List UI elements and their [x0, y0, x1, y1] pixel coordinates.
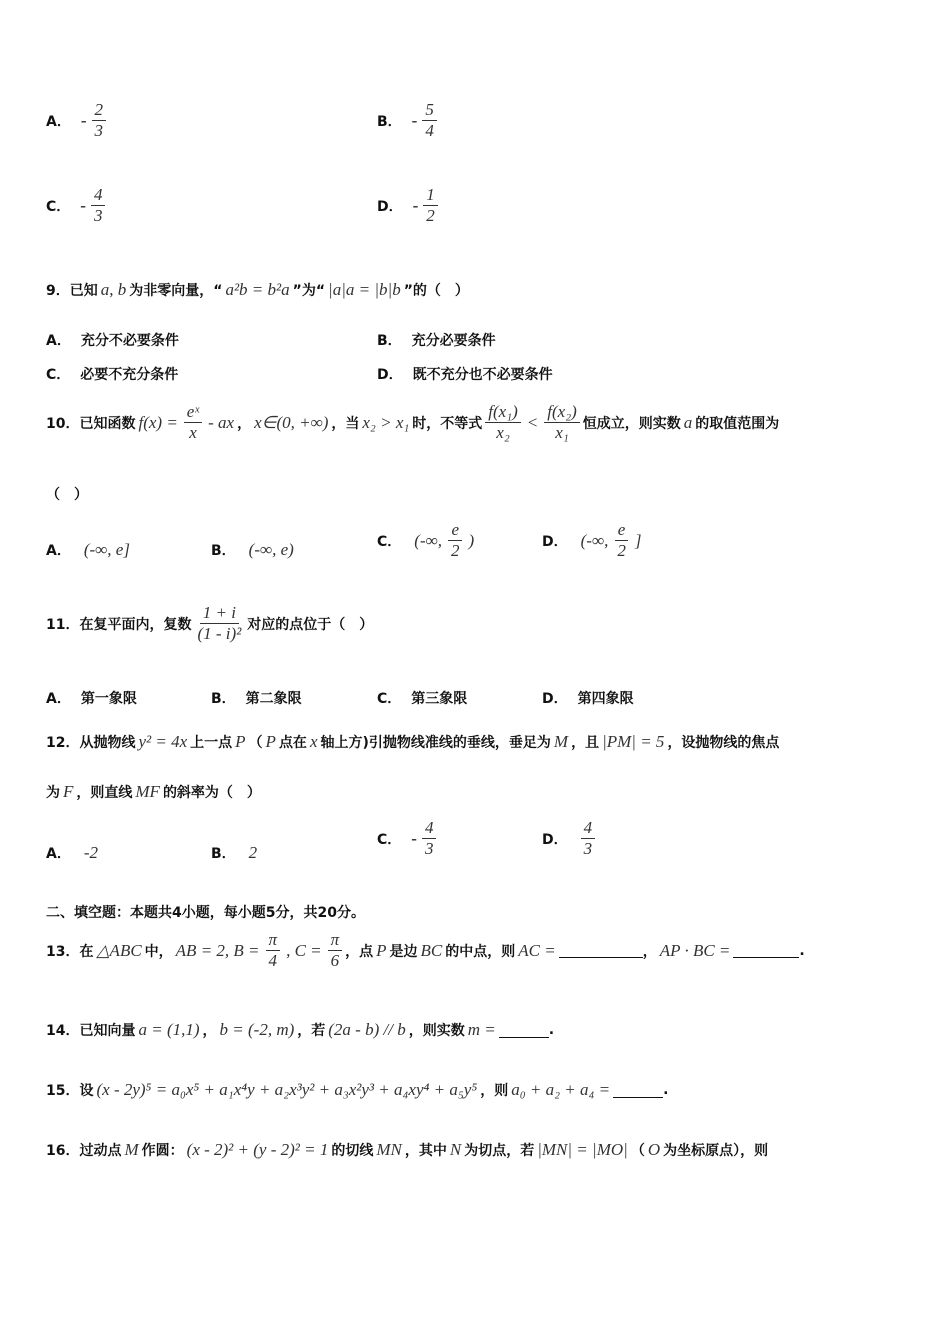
math: |PM| = 5	[602, 732, 665, 751]
option-label: C．	[377, 533, 402, 550]
q10-option-c[interactable]	[377, 520, 477, 561]
answer-blank[interactable]	[613, 1083, 663, 1098]
math: |MN| = |MO|	[537, 1140, 628, 1159]
option-label: D．	[377, 198, 403, 215]
question-number: 10．	[46, 415, 80, 432]
question-9	[46, 280, 469, 300]
option-label: C．	[46, 367, 71, 383]
text: ，当	[331, 415, 360, 432]
option-label: D．	[377, 367, 403, 383]
option-text: -2	[83, 843, 99, 862]
text: 是边	[389, 943, 418, 960]
fraction	[485, 402, 521, 443]
option-label: B．	[211, 691, 236, 707]
denominator: 4	[268, 951, 278, 970]
math: △ABC	[96, 940, 142, 960]
sign: -	[411, 828, 417, 848]
math: M	[553, 732, 569, 751]
math: |a|a = |b|b	[328, 280, 401, 299]
text: ，则	[480, 1083, 509, 1099]
denominator: 6	[330, 951, 340, 970]
q8-option-b[interactable]	[377, 100, 440, 141]
text: 的取值范围为	[695, 415, 780, 432]
math: (x - 2)² + (y - 2)² = 1	[186, 1140, 329, 1159]
question-12	[46, 732, 779, 752]
fraction	[328, 930, 343, 971]
q8-option-c[interactable]	[46, 185, 108, 226]
option-text: 第四象限	[577, 691, 634, 707]
option-label: A．	[46, 113, 71, 130]
question-11	[46, 603, 373, 644]
math: P	[265, 732, 276, 751]
math: )	[468, 530, 475, 550]
text: ，则实数	[408, 1023, 465, 1039]
option-label: D．	[542, 831, 568, 848]
fraction	[544, 402, 580, 443]
math: AC =	[518, 940, 556, 960]
math: a = (1,1)	[138, 1020, 200, 1039]
option-label: B．	[377, 333, 402, 349]
text: ，则直线	[76, 785, 133, 801]
text: ，且	[571, 735, 600, 751]
text: .	[548, 1022, 555, 1038]
math: (-∞,	[580, 530, 609, 550]
math: O	[647, 1140, 661, 1159]
text: ，	[642, 943, 657, 960]
option-text: 第二象限	[245, 691, 302, 707]
math: <	[526, 412, 539, 432]
option-label: C．	[46, 198, 71, 215]
question-number: 9．	[46, 283, 70, 299]
option-text: (-∞, e]	[83, 540, 130, 559]
text: （	[630, 1143, 645, 1159]
sign: -	[80, 195, 86, 215]
q10-option-b[interactable]	[211, 540, 297, 560]
math: a, b	[100, 280, 127, 299]
math: P	[376, 940, 387, 960]
numerator: e	[448, 520, 462, 541]
text: 已知向量	[79, 1023, 136, 1039]
math: N	[449, 1140, 462, 1159]
text: ”的（ ）	[403, 283, 469, 299]
text: 上一点	[190, 735, 233, 751]
text: 在	[79, 943, 94, 960]
numerator: 5	[422, 100, 437, 121]
sign: -	[80, 110, 87, 130]
text: ，其中	[404, 1143, 447, 1159]
math: a²b = b²a	[225, 280, 290, 299]
text: 在复平面内，复数	[79, 616, 192, 633]
math: m =	[467, 1020, 496, 1039]
math: x∈(0, +∞)	[254, 412, 329, 432]
numerator: π	[328, 930, 343, 951]
question-16	[46, 1140, 768, 1160]
section-heading: 二、填空题：本题共4小题，每小题5分，共20分。	[46, 905, 365, 921]
question-10	[46, 402, 779, 443]
fraction	[92, 100, 107, 141]
denominator: 3	[583, 839, 593, 858]
sign: -	[412, 195, 419, 215]
math: y² = 4x	[138, 732, 188, 751]
text: 的斜率为（ ）	[162, 785, 261, 801]
question-number: 15．	[46, 1083, 80, 1099]
question-15	[46, 1080, 668, 1100]
question-number: 12．	[46, 735, 80, 751]
text: 为	[46, 785, 60, 801]
option-label: B．	[211, 846, 236, 862]
q11-option-d[interactable]	[542, 688, 634, 708]
text: ”为“	[292, 283, 326, 299]
option-text: 第一象限	[80, 691, 137, 707]
fraction	[184, 402, 202, 443]
option-label: A．	[46, 846, 71, 862]
question-number: 13．	[46, 943, 80, 960]
option-text: 必要不充分条件	[80, 367, 179, 383]
denominator: 3	[94, 121, 104, 140]
denominator: 2	[426, 206, 435, 225]
math: ]	[634, 530, 642, 550]
math: (x - 2y)⁵ = a₀x⁵ + a₁x⁴y + a₂x³y² + a₃x²y³ + a₄xy⁴ + a₅y⁵	[96, 1080, 478, 1099]
text: 点在	[278, 735, 307, 751]
fraction	[614, 520, 629, 561]
option-text: 既不充分也不必要条件	[412, 367, 553, 383]
math: AB = 2, B =	[175, 940, 260, 960]
q12-option-c[interactable]	[377, 818, 439, 859]
q11-option-c[interactable]	[377, 688, 467, 708]
numerator: 4	[422, 818, 437, 839]
text: 时，不等式	[412, 415, 483, 432]
denominator: x₁	[555, 423, 569, 442]
text: 为坐标原点），则	[663, 1143, 769, 1159]
math: MF	[135, 782, 160, 801]
option-label: A．	[46, 543, 71, 559]
math: - ax	[208, 412, 235, 432]
fraction	[266, 930, 281, 971]
question-number: 16．	[46, 1143, 80, 1159]
option-text: 2	[248, 843, 258, 862]
option-label: A．	[46, 333, 71, 349]
math: (-∞,	[414, 530, 442, 550]
text: 已知函数	[79, 415, 136, 432]
option-label: B．	[377, 113, 402, 130]
math: M	[124, 1140, 139, 1159]
q12-option-a[interactable]	[46, 843, 101, 863]
q11-option-b[interactable]	[211, 688, 302, 708]
option-text: 第三象限	[411, 691, 468, 707]
q12-option-b[interactable]	[211, 843, 260, 863]
text: 从抛物线	[79, 735, 136, 751]
math: (2a - b) // b	[328, 1020, 406, 1039]
fraction	[422, 818, 437, 859]
denominator: 4	[425, 121, 434, 140]
text: （	[248, 735, 263, 751]
option-label: C．	[377, 691, 402, 707]
question-13	[46, 930, 805, 971]
math: x	[309, 732, 318, 751]
math: AP · BC =	[659, 940, 731, 960]
fraction	[194, 603, 244, 644]
fraction	[422, 100, 437, 141]
q10-answer-paren: （ ）	[46, 487, 88, 503]
text: 的中点，则	[445, 943, 516, 960]
text: 的切线	[331, 1143, 374, 1159]
text: ，若	[297, 1023, 326, 1039]
answer-blank[interactable]	[733, 943, 799, 958]
denominator: x	[189, 423, 197, 442]
text: 作圆：	[141, 1143, 184, 1159]
math: a₀ + a₂ + a₄ =	[511, 1080, 611, 1099]
math: BC	[420, 940, 443, 960]
option-label: B．	[211, 543, 236, 559]
math: , C =	[286, 940, 322, 960]
q12-option-d[interactable]	[542, 818, 598, 859]
math: f(x) =	[138, 412, 178, 432]
fraction	[423, 185, 438, 226]
sign: -	[411, 110, 418, 130]
math: F	[63, 782, 74, 801]
numerator: π	[266, 930, 281, 951]
q9-option-d[interactable]	[377, 364, 553, 384]
math: MN	[376, 1140, 402, 1159]
option-label: D．	[542, 533, 568, 550]
q10-option-a[interactable]	[46, 540, 133, 560]
text: .	[799, 942, 805, 959]
option-label: A．	[46, 691, 71, 707]
question-14	[46, 1020, 554, 1040]
fraction	[448, 520, 463, 561]
denominator: 3	[424, 839, 434, 858]
denominator: x₂	[496, 423, 510, 442]
math: x₂ > x₁	[362, 412, 410, 432]
math: P	[235, 732, 246, 751]
text: ，设抛物线的焦点	[667, 735, 780, 751]
denominator: 3	[93, 206, 103, 225]
option-text: 充分不必要条件	[80, 333, 179, 349]
numerator: eˣ	[184, 402, 202, 423]
text: 过动点	[79, 1143, 122, 1159]
option-label: C．	[377, 831, 402, 848]
q9-option-c[interactable]	[46, 364, 178, 384]
text: ，	[237, 415, 252, 432]
fraction	[91, 185, 106, 226]
question-number: 11．	[46, 616, 80, 633]
question-12-line-2	[46, 782, 261, 802]
numerator: 1 + i	[200, 603, 239, 624]
answer-blank[interactable]	[499, 1023, 549, 1038]
text: 已知	[69, 283, 98, 299]
text: ，	[202, 1023, 217, 1039]
text: 轴上方)引抛物线准线的垂线，垂足为	[320, 735, 551, 751]
q8-option-d[interactable]	[377, 185, 441, 226]
option-label: D．	[542, 691, 568, 707]
option-text: (-∞, e)	[248, 540, 294, 559]
q8-option-a[interactable]	[46, 100, 109, 141]
q11-option-a[interactable]	[46, 688, 137, 708]
question-number: 14．	[46, 1023, 80, 1039]
q10-option-d[interactable]	[542, 520, 644, 561]
denominator: 2	[617, 541, 626, 560]
text: .	[663, 1082, 669, 1098]
fraction	[581, 818, 596, 859]
denominator: (1 - i)²	[197, 624, 242, 643]
text: 对应的点位于（ ）	[247, 616, 374, 633]
text: 恒成立，则实数	[582, 415, 681, 432]
numerator: f(x₁)	[485, 402, 521, 423]
math: a	[683, 412, 693, 432]
q9-option-a[interactable]	[46, 330, 179, 350]
math: b = (-2, m)	[219, 1020, 295, 1039]
numerator: 2	[92, 100, 107, 121]
answer-blank[interactable]	[559, 943, 643, 958]
numerator: 4	[581, 818, 596, 839]
numerator: 4	[91, 185, 106, 206]
q9-option-b[interactable]	[377, 330, 496, 350]
text: 为切点，若	[464, 1143, 535, 1159]
denominator: 2	[450, 541, 460, 560]
numerator: 1	[423, 185, 438, 206]
text: 中，	[144, 943, 173, 960]
numerator: e	[615, 520, 629, 541]
text: ，点	[345, 943, 374, 960]
numerator: f(x₂)	[544, 402, 580, 423]
text: 为非零向量，“	[129, 283, 223, 299]
option-text: 充分必要条件	[411, 333, 496, 349]
text: 设	[79, 1083, 94, 1099]
